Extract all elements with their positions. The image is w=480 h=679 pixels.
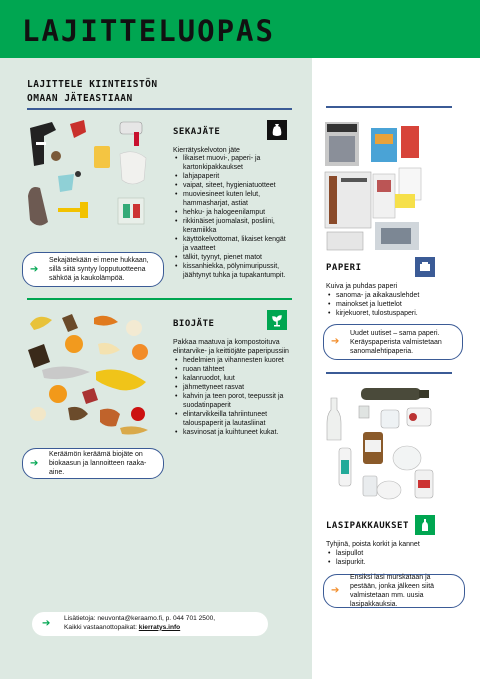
glass-intro: Tyhjinä, poista korkit ja kannet	[326, 541, 420, 548]
section-divider	[27, 108, 292, 110]
arrow-right-icon: ➔	[30, 457, 39, 469]
page-title: LAJITTELUOPAS	[22, 14, 275, 48]
glass-photo	[323, 384, 455, 504]
list-item: • lasipurkit.	[326, 558, 451, 567]
list-item: • elintarvikkeilla tahriintuneet talouspaperit ja lautasliinat	[173, 410, 298, 428]
mixed-waste-intro: Kierrätyskelvoton jäte	[173, 147, 240, 154]
list-item: • käyttökelvottomat, likaiset kengät ja vaatteet	[173, 235, 293, 253]
list-item: • rikkinäiset juomalasit, posliini, keramiikka	[173, 217, 293, 235]
recycling-info-link[interactable]: kierratys.info	[138, 623, 181, 631]
bio-waste-intro: Pakkaa maatuva ja kompostoituva elintarvike- ja keittiöjäte paperipussiin	[173, 339, 289, 355]
list-item: • muoviesineet kuten lelut, hammasharjat, astiat	[173, 190, 293, 208]
list-item: • kissanhiekka, pölynimuripussit, jäähtynyt tuhka ja tupakantumpit.	[173, 262, 293, 280]
mixed-waste-title: SEKAJÄTE	[173, 127, 221, 137]
bio-divider	[27, 298, 292, 300]
mixed-waste-list	[173, 154, 293, 280]
list-item: • mainokset ja luettelot	[326, 300, 451, 309]
bio-waste-note: ➔ Keräämön keräämä biojäte on biokaasun ja lannoitteen raaka-aine.	[22, 448, 164, 479]
bio-waste-list	[173, 356, 298, 437]
glass-note: ➔ Ensiksi lasi murskataan ja pestään, jonka jälkeen siitä valmistetaan mm. uusia lasipakkauksia.	[323, 574, 465, 608]
arrow-right-icon: ➔	[331, 336, 340, 347]
glass-bottle-icon	[415, 515, 435, 535]
paper-note: ➔ Uudet uutiset – sama paperi. Keräyspaperista valmistetaan sanomalehtipaperia.	[323, 324, 463, 360]
list-item: • hedelmien ja vihannesten kuoret	[173, 356, 298, 365]
list-item: • kasvinosat ja kuihtuneet kukat.	[173, 428, 298, 437]
list-item: • ruoan tähteet	[173, 365, 298, 374]
paper-intro: Kuiva ja puhdas paperi	[326, 283, 398, 290]
list-item: • lahjapaperit	[173, 172, 293, 181]
bio-waste-title: BIOJÄTE	[173, 319, 215, 329]
section-heading: LAJITTELE KIINTEISTÖN OMAAN JÄTEASTIAAN	[27, 79, 158, 104]
mixed-waste-note: ➔ Sekajätekään ei mene hukkaan, sillä siitä syntyy lopputuotteena sähköä ja kaukolämpöä.	[22, 252, 164, 287]
list-item: • kirjekuoret, tulostuspaperi.	[326, 309, 451, 318]
paper-photo	[323, 120, 453, 252]
list-item: • tälkit, tyynyt, pienet matot	[173, 253, 293, 262]
arrow-right-icon: ➔	[331, 585, 340, 596]
trash-bag-icon	[267, 120, 287, 140]
list-item: • kahvin ja teen porot, teepussit ja suodatinpaperit	[173, 392, 298, 410]
list-item: • jähmettyneet rasvat	[173, 383, 298, 392]
glass-list	[326, 549, 451, 567]
list-item: • lasipullot	[326, 549, 451, 558]
bio-waste-photo	[24, 310, 160, 438]
glass-title: LASIPAKKAUKSET	[326, 521, 409, 531]
list-item: • sanoma- ja aikakauslehdet	[326, 291, 451, 300]
glass-divider	[326, 372, 452, 374]
arrow-right-icon: ➔	[42, 618, 51, 629]
arrow-right-icon: ➔	[30, 263, 39, 275]
right-top-divider	[326, 106, 452, 108]
paper-list	[326, 291, 451, 318]
list-item: • likaiset muovi-, paperi- ja kartonkipakkaukset	[173, 154, 293, 172]
list-item: • vaipat, siteet, hygieniatuotteet	[173, 181, 293, 190]
list-item: • kalanruodot, luut	[173, 374, 298, 383]
mixed-waste-photo	[22, 118, 174, 248]
compost-icon	[267, 310, 287, 330]
footer-contact: ➔ Lisätietoja: neuvonta@keraamo.fi, p. 044 701 2500, Kaikki vastaanottopaikat: kierratys.info	[32, 612, 268, 636]
list-item: • hehku- ja halogeenilamput	[173, 208, 293, 217]
paper-title: PAPERI	[326, 263, 362, 273]
paper-icon	[415, 257, 435, 277]
